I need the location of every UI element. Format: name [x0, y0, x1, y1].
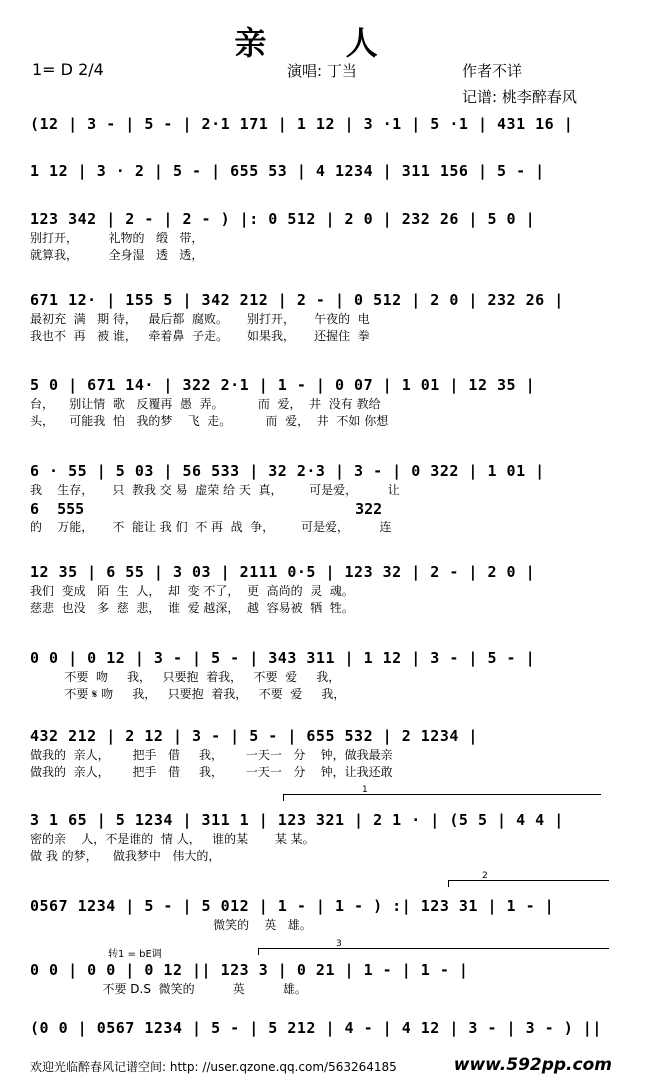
lyric-line: 我们 变成 陌 生 人， 却 变 不了， 更 高尚的 灵 魂。 [30, 584, 354, 598]
notation-line: 0567 1234 | 5 - | 5 012 | 1 - | 1 - ) :| 123 31 | 1 - | [30, 897, 555, 915]
lyric-line: 慈悲 也没 多 慈 悲， 谁 爱 越深， 越 容易被 牺 牲。 [30, 601, 354, 615]
notation-line: 671 12· | 155 5 | 342 212 | 2 - | 0 512 | 2 0 | 232 26 | [30, 291, 564, 309]
notation-line: 6 · 55 | 5 03 | 56 533 | 32 2·3 | 3 - | 0 322 | 1 01 | [30, 462, 545, 480]
volta-1-bracket [283, 794, 601, 801]
score-system [30, 647, 610, 703]
lyric-line: 最初充 满 期 待， 最后都 腐败。 别打开， 午夜的 电 [30, 312, 370, 326]
footer-text: 欢迎光临醉春风记谱空间: http: //user.qzone.qq.com/563264185 [30, 1060, 397, 1074]
lyric-line: 做 我 的梦， 做我梦中 伟大的， [30, 849, 221, 863]
lyric-line: 就算我， 全身湿 透 透， [30, 248, 204, 262]
singer-credit: 演唱: 丁当 [287, 62, 357, 80]
score-system [30, 460, 610, 536]
volta-2-bracket [448, 880, 609, 887]
lyric-line: 做我的 亲人， 把手 借 我， 一天一 分 钟，做我最亲 [30, 748, 393, 762]
lyric-line: 微笑的 英 雄。 [30, 918, 312, 932]
lyric-line: 我也不 再 被 谁， 牵着鼻 子走。 如果我， 还握住 拳 [30, 329, 370, 343]
lyric-line: 别打开， 礼物的 缎 带， [30, 231, 204, 245]
score-system [30, 289, 610, 345]
score-system [30, 561, 610, 617]
lyric-line: 做我的 亲人， 把手 借 我， 一天一 分 钟，让我还敢 [30, 765, 393, 779]
volta-2-label: 2 [482, 871, 488, 881]
score-system [30, 959, 610, 998]
notation-line: 5 0 | 671 14· | 322 2·1 | 1 - | 0 07 | 1 01 | 12 35 | [30, 376, 536, 394]
notation-line: 0 0 | 0 0 | 0 12 || 123 3 | 0 21 | 1 - | 1 - | [30, 961, 469, 979]
author-credit: 作者不详 [462, 62, 523, 80]
score-system [30, 725, 610, 781]
score-system [30, 160, 610, 182]
notation-line: 123 342 | 2 - | 2 - ) |: 0 512 | 2 0 | 232 26 | 5 0 | [30, 210, 536, 228]
alternate-notation-line: 6 555 322 [30, 500, 383, 518]
song-title: 亲 人 [234, 24, 412, 62]
lyric-line: 不要 𝄋 吻 我， 只要抱 着我， 不要 爱 我， [30, 687, 346, 701]
notation-line: 0 0 | 0 12 | 3 - | 5 - | 343 311 | 1 12 | 3 - | 5 - | [30, 649, 536, 667]
score-system [30, 113, 610, 135]
volta-3-bracket [258, 948, 609, 955]
site-brand: www.592pp.com [453, 1055, 612, 1075]
key-signature: 1= D 2/4 [32, 60, 104, 79]
lyric-line: 头， 可能我 怕 我的梦 飞 走。 而 爱， 井 不如 你想 [30, 414, 389, 428]
recorder-credit: 记谱: 桃李醉春风 [462, 88, 577, 106]
lyric-line: 密的亲 人，不是谁的 情 人， 谁的某 某 某。 [30, 832, 315, 846]
notation-line: (0 0 | 0567 1234 | 5 - | 5 212 | 4 - | 4 12 | 3 - | 3 - ) || [30, 1019, 602, 1037]
score-system [30, 1017, 610, 1039]
score-system [30, 374, 610, 430]
key-change-note: 转1 = bE调 [108, 949, 162, 960]
notation-line: (12 | 3 - | 5 - | 2·1 171 | 1 12 | 3 ·1 | 5 ·1 | 431 16 | [30, 115, 574, 133]
lyric-line: 不要 D.S 微笑的 英 雄。 [30, 982, 307, 996]
notation-line: 12 35 | 6 55 | 3 03 | 2111 0·5 | 123 32 | 2 - | 2 0 | [30, 563, 536, 581]
score-system [30, 809, 610, 865]
score-system [30, 895, 610, 934]
notation-line: 432 212 | 2 12 | 3 - | 5 - | 655 532 | 2 1234 | [30, 727, 478, 745]
notation-line: 1 12 | 3 · 2 | 5 - | 655 53 | 4 1234 | 311 156 | 5 - | [30, 162, 545, 180]
lyric-line: 我 生存， 只 教我 交 易 虚荣 给 天 真， 可是爱， 让 [30, 483, 400, 497]
alternate-lyric-line: 的 万能， 不 能让 我 们 不 再 战 争， 可是爱， 连 [30, 520, 392, 534]
lyric-line: 台， 别让情 歌 反覆再 愚 弄。 而 爱， 井 没有 教给 [30, 397, 381, 411]
lyric-line: 不要 吻 我， 只要抱 着我， 不要 爱 我， [30, 670, 341, 684]
notation-line: 3 1 65 | 5 1234 | 311 1 | 123 321 | 2 1 · | (5 5 | 4 4 | [30, 811, 564, 829]
score-system [30, 208, 610, 264]
volta-1-label: 1 [362, 785, 368, 795]
volta-3-label: 3 [336, 939, 342, 949]
